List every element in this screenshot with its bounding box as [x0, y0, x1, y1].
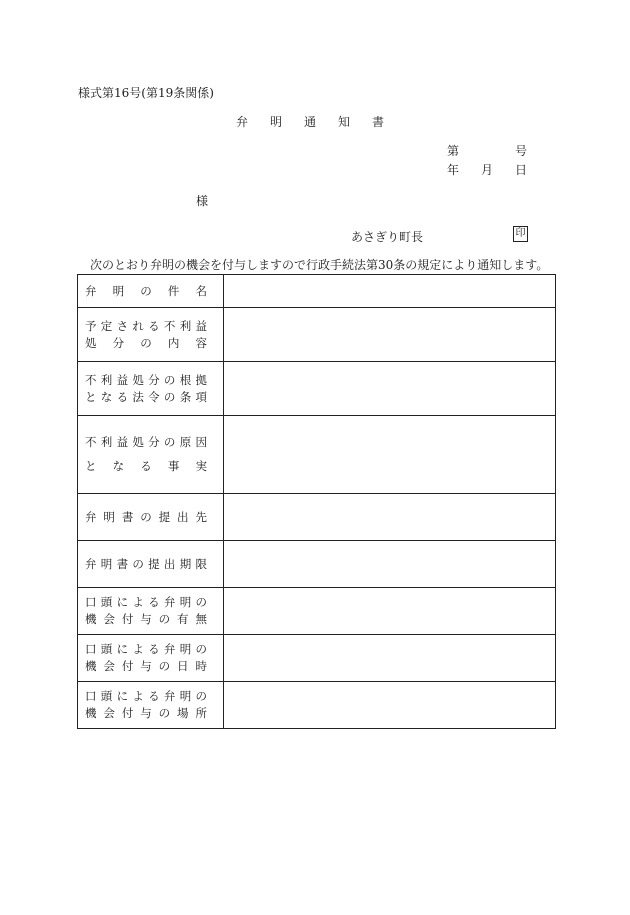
table-row: [78, 635, 556, 682]
row-label-line: 機 会 付 与 の 日 時: [85, 659, 207, 673]
addressee-suffix: 様: [196, 194, 209, 208]
info-table: [77, 274, 556, 729]
row-value[interactable]: [224, 275, 556, 308]
number-suffix: 号: [515, 144, 528, 158]
row-label: [78, 588, 224, 635]
row-label-line: 口 頭 に よ る 弁 明 の: [85, 689, 207, 703]
row-label-line: 不 利 益 処 分 の 原 因: [85, 435, 207, 449]
table-row: [78, 275, 556, 308]
row-value[interactable]: [224, 308, 556, 362]
row-label-line: 不 利 益 処 分 の 根 拠: [85, 372, 207, 387]
row-label: [78, 308, 224, 362]
row-value[interactable]: [224, 541, 556, 588]
row-label-line: 機 会 付 与 の 有 無: [85, 612, 207, 626]
row-label: [78, 416, 224, 494]
row-label: [78, 635, 224, 682]
row-label-line: 口 頭 に よ る 弁 明 の: [85, 595, 207, 609]
document-title: 弁明通知書: [236, 115, 407, 129]
row-value[interactable]: [224, 588, 556, 635]
row-value[interactable]: [224, 362, 556, 416]
date-year: 年: [447, 163, 460, 177]
row-label: [78, 541, 224, 588]
row-label-line: 弁 明 書 の 提 出 期 限: [85, 556, 207, 571]
issuer-name: あさぎり町長: [351, 230, 424, 244]
table-row: [78, 362, 556, 416]
row-value[interactable]: [224, 416, 556, 494]
number-prefix: 第: [447, 144, 460, 158]
table-row: [78, 416, 556, 494]
row-label-line: 口 頭 に よ る 弁 明 の: [85, 642, 207, 656]
row-label-line: 弁 明 書 の 提 出 先: [85, 509, 207, 524]
row-label: [78, 494, 224, 541]
table-row: [78, 308, 556, 362]
row-label: [78, 275, 224, 308]
row-label: [78, 362, 224, 416]
table-row: [78, 494, 556, 541]
row-label-line: 処 分 の 内 容: [85, 335, 207, 350]
row-label: [78, 682, 224, 729]
row-value[interactable]: [224, 682, 556, 729]
row-label-line: 機 会 付 与 の 場 所: [85, 706, 207, 720]
form-number: 様式第16号(第19条関係): [78, 86, 214, 100]
row-label-line: 予 定 さ れ る 不 利 益: [85, 318, 207, 333]
row-value[interactable]: [224, 494, 556, 541]
row-value[interactable]: [224, 635, 556, 682]
date-day: 日: [515, 163, 528, 177]
intro-text: 次のとおり弁明の機会を付与しますので行政手続法第30条の規定により通知します。: [90, 258, 549, 272]
table-row: [78, 541, 556, 588]
date-month: 月: [481, 163, 494, 177]
table-row: [78, 682, 556, 729]
row-label-line: と な る 事 実: [85, 459, 207, 473]
row-label-line: と な る 法 令 の 条 項: [85, 389, 207, 404]
table-row: [78, 588, 556, 635]
row-label-line: 弁 明 の 件 名: [85, 283, 207, 298]
seal-mark: 印: [513, 226, 528, 242]
